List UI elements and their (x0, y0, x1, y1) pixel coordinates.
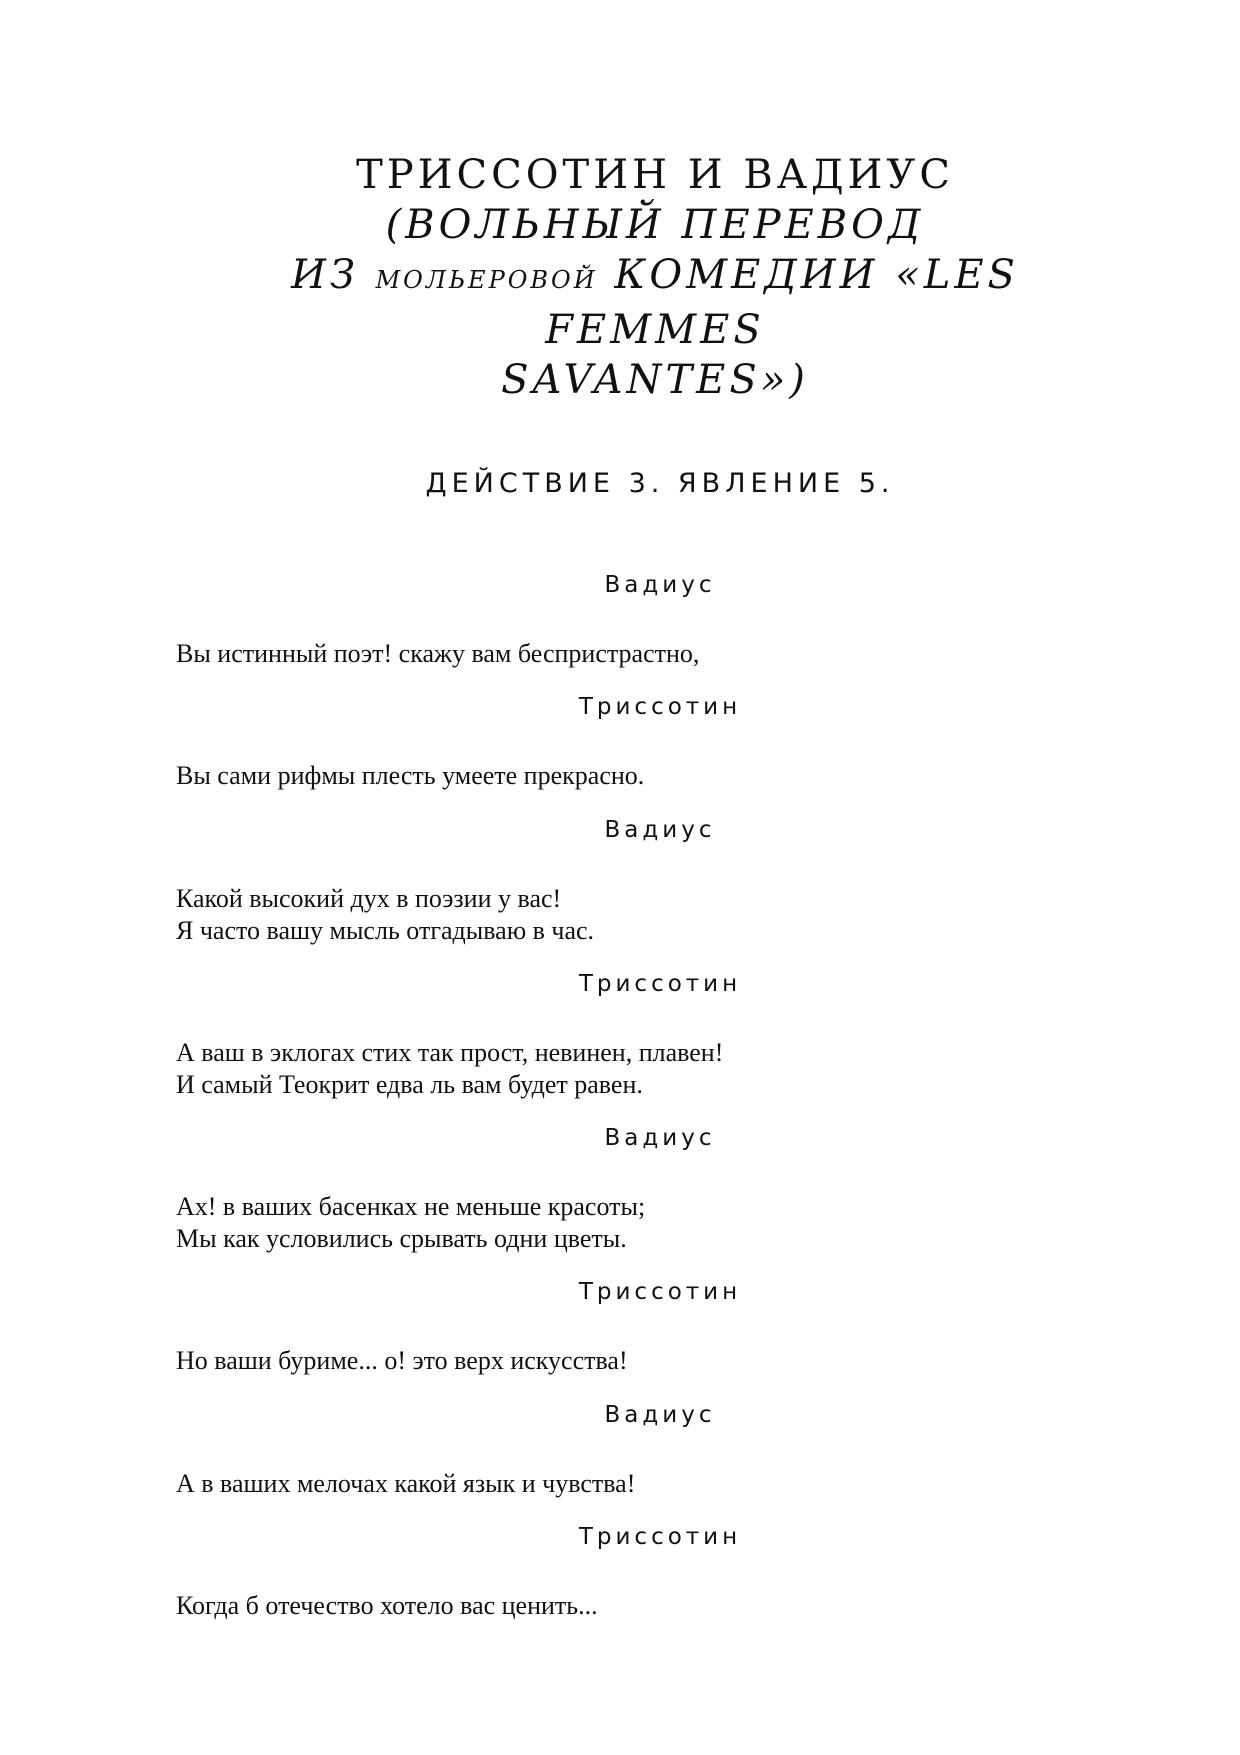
title-line-4: SAVANTES») (501, 357, 809, 403)
verse-line: А в ваших мелочах какой язык и чувства! (176, 1469, 636, 1498)
dialogue-lines (176, 1590, 1136, 1622)
verse-line: Какой высокий дух в поэзии у вас! (176, 884, 562, 913)
dialogue-lines (176, 638, 1136, 670)
verse-line: А ваш в эклогах стих так прост, невинен, плавен! (176, 1038, 724, 1067)
dialogue-lines (176, 1345, 1136, 1377)
dialogue-lines (176, 1468, 1136, 1500)
verse-line: Но ваши буриме... о! это верх искусства! (176, 1346, 628, 1375)
speaker-name: Вадиус (604, 572, 716, 598)
title-line-3 (200, 250, 1110, 355)
speaker-name: Триссотин (578, 694, 742, 720)
speaker-name: Триссотин (578, 1279, 742, 1305)
title-line-1: ТРИССОТИН И ВАДИУС (356, 152, 954, 198)
verse-line: Мы как условились срывать одни цветы. (176, 1224, 627, 1253)
title-line-3-start: ИЗ (291, 252, 359, 298)
verse-line: Вы сами рифмы плесть умеете прекрасно. (176, 761, 645, 790)
title-line-3-end: КОМЕДИИ «LES FEMMES (545, 252, 1019, 353)
dialogue-lines (176, 883, 1136, 947)
verse-line: Ах! в ваших басенках не меньше красоты; (176, 1192, 646, 1221)
speaker-name: Вадиус (604, 1125, 716, 1151)
speaker-name: Триссотин (578, 1524, 742, 1550)
title-line-2: (ВОЛЬНЫЙ ПЕРЕВОД (385, 202, 925, 248)
dialogue-lines (176, 1191, 1136, 1255)
document-title (200, 150, 1110, 405)
speaker-name: Триссотин (578, 971, 742, 997)
dialogue-lines (176, 760, 1136, 792)
verse-line: Когда б отечество хотело вас ценить... (176, 1591, 598, 1620)
act-heading: ДЕЙСТВИЕ 3. ЯВЛЕНИЕ 5. (425, 468, 895, 499)
dialogue-lines (176, 1037, 1136, 1101)
verse-line: Я часто вашу мысль отгадываю в час. (176, 916, 595, 945)
verse-line: И самый Теокрит едва ль вам будет равен. (176, 1070, 643, 1099)
verse-line: Вы истинный поэт! скажу вам беспристрастно, (176, 639, 700, 668)
speaker-name: Вадиус (604, 817, 716, 843)
speaker-name: Вадиус (604, 1402, 716, 1428)
title-line-3-small: МОЛЬЕРОВОЙ (375, 266, 598, 294)
